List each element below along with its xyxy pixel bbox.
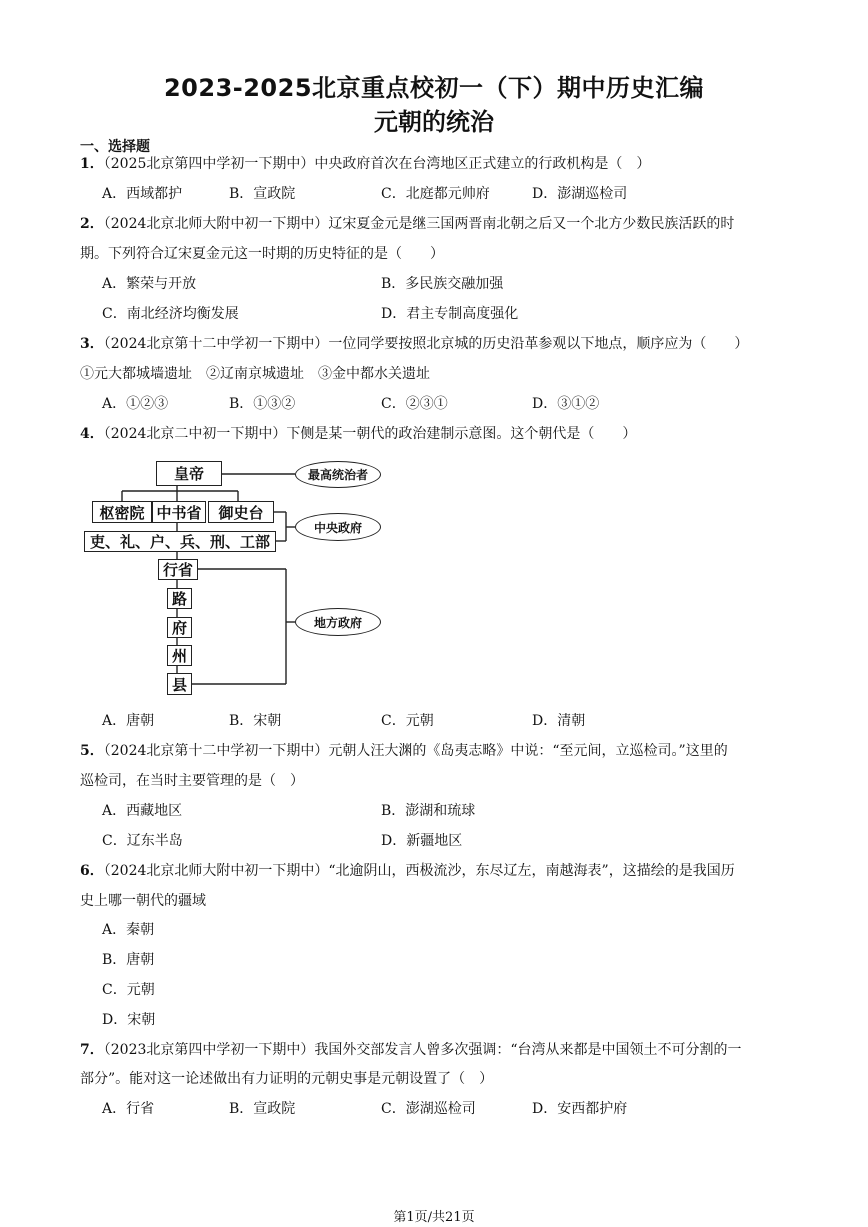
question-5-text-cont: 巡检司，在当时主要管理的是（ ） (80, 773, 304, 789)
censorate-box: 御史台 (208, 501, 274, 523)
question-3-items: ①元大都城墙遗址 ②辽南京城遗址 ③金中都水关遗址 (80, 366, 430, 382)
diagram-connectors (80, 455, 390, 700)
question-number: 2． (80, 216, 104, 232)
question-5 (80, 736, 728, 766)
question-text: （2024北京二中初一下期中）下侧是某一朝代的政治建制示意图。这个朝代是（ ） (103, 426, 637, 442)
question-4 (80, 419, 636, 449)
question-1 (80, 149, 792, 179)
question-4-options (102, 706, 802, 736)
question-6-option-b-row (102, 945, 802, 975)
option-b[interactable]: B．唐朝 (102, 952, 155, 968)
option-c[interactable]: C．元朝 (102, 982, 155, 998)
question-text: （2024北京第十二中学初一下期中）一位同学要按照北京城的历史沿革参观以下地点，顺序应为（ ） (103, 336, 749, 352)
option-b[interactable]: B．澎湖和琉球 (381, 803, 476, 819)
question-2-text-cont: 期。下列符合辽宋夏金元这一时期的历史特征的是（ ） (80, 246, 444, 262)
question-3-options (102, 389, 802, 419)
option-b[interactable]: B．宣政院 (229, 186, 296, 202)
question-6-option-a-row (102, 915, 802, 945)
option-a[interactable]: A．西域都护 (102, 186, 183, 202)
privy-council-box: 枢密院 (92, 501, 152, 523)
prefecture-box: 府 (167, 617, 192, 638)
option-d[interactable]: D．③①② (532, 396, 600, 412)
question-7 (80, 1035, 742, 1065)
question-number: 6． (80, 863, 104, 879)
question-number: 5． (80, 743, 104, 759)
secretariat-box: 中书省 (152, 501, 206, 523)
option-a[interactable]: A．西藏地区 (102, 803, 183, 819)
section-heading: 一、选择题 (80, 139, 150, 155)
option-d[interactable]: D．澎湖巡检司 (532, 186, 628, 202)
supreme-ruler-label: 最高统治者 (295, 461, 381, 488)
option-d[interactable]: D．安西都护府 (532, 1101, 628, 1117)
question-6-text-cont: 史上哪一朝代的疆域 (80, 893, 206, 909)
question-2 (80, 209, 734, 239)
political-structure-diagram (80, 455, 390, 700)
option-b[interactable]: B．宋朝 (229, 713, 282, 729)
question-6-option-c-row (102, 975, 802, 1005)
document-title: 2023-2025北京重点校初一（下）期中历史汇编 (163, 74, 705, 102)
option-b[interactable]: B．宣政院 (229, 1101, 296, 1117)
option-c[interactable]: C．南北经济均衡发展 (102, 306, 239, 322)
six-ministries-box: 吏、礼、户、兵、刑、工部 (84, 531, 276, 552)
option-d[interactable]: D．清朝 (532, 713, 586, 729)
central-government-label: 中央政府 (295, 513, 381, 541)
page-number: 第1页/共21页 (393, 1210, 475, 1225)
county-box: 县 (167, 673, 192, 695)
question-text: （2023北京第四中学初一下期中）我国外交部发言人曾多次强调：“台湾从来都是中国领土不可分割的一 (103, 1042, 742, 1058)
option-c[interactable]: C．②③① (381, 396, 448, 412)
local-government-label: 地方政府 (295, 608, 381, 636)
question-number: 4． (80, 426, 104, 442)
document-subtitle: 元朝的统治 (374, 108, 494, 136)
option-b[interactable]: B．多民族交融加强 (381, 276, 504, 292)
question-7-options (102, 1094, 802, 1124)
question-6 (80, 856, 735, 886)
option-c[interactable]: C．北庭都元帅府 (381, 186, 490, 202)
emperor-box: 皇帝 (156, 461, 222, 486)
question-7-text-cont: 部分”。能对这一论述做出有力证明的元朝史事是元朝设置了（ ） (80, 1071, 494, 1087)
question-text: （2024北京第十二中学初一下期中）元朝人汪大渊的《岛夷志略》中说：“至元间，立巡检司。”这里的 (103, 743, 728, 759)
option-a[interactable]: A．秦朝 (102, 922, 155, 938)
province-box: 行省 (158, 559, 198, 580)
question-3 (80, 329, 748, 359)
subprefecture-box: 州 (167, 645, 192, 666)
option-c[interactable]: C．澎湖巡检司 (381, 1101, 476, 1117)
option-b[interactable]: B．①③② (229, 396, 296, 412)
question-number: 1． (80, 156, 104, 172)
question-text: （2024北京北师大附中初一下期中）“北逾阴山，西极流沙，东尽辽左，南越海表”，这描绘的是我国历 (103, 863, 735, 879)
question-number: 7． (80, 1042, 104, 1058)
question-text: （2025北京第四中学初一下期中）中央政府首次在台湾地区正式建立的行政机构是（ ） (103, 156, 651, 172)
question-1-options (102, 179, 802, 209)
question-5-options-row2 (102, 826, 802, 856)
option-c[interactable]: C．元朝 (381, 713, 434, 729)
option-a[interactable]: A．①②③ (102, 396, 169, 412)
option-c[interactable]: C．辽东半岛 (102, 833, 183, 849)
option-d[interactable]: D．新疆地区 (381, 833, 463, 849)
circuit-box: 路 (167, 588, 192, 609)
option-a[interactable]: A．行省 (102, 1101, 155, 1117)
question-2-options-row1 (102, 269, 802, 299)
option-a[interactable]: A．唐朝 (102, 713, 155, 729)
option-d[interactable]: D．宋朝 (102, 1012, 156, 1028)
option-d[interactable]: D．君主专制高度强化 (381, 306, 519, 322)
question-6-option-d-row (102, 1005, 802, 1035)
question-5-options-row1 (102, 796, 802, 826)
question-2-options-row2 (102, 299, 802, 329)
option-a[interactable]: A．繁荣与开放 (102, 276, 197, 292)
question-text: （2024北京北师大附中初一下期中）辽宋夏金元是继三国两晋南北朝之后又一个北方少数民族活跃的时 (103, 216, 735, 232)
question-number: 3． (80, 336, 104, 352)
